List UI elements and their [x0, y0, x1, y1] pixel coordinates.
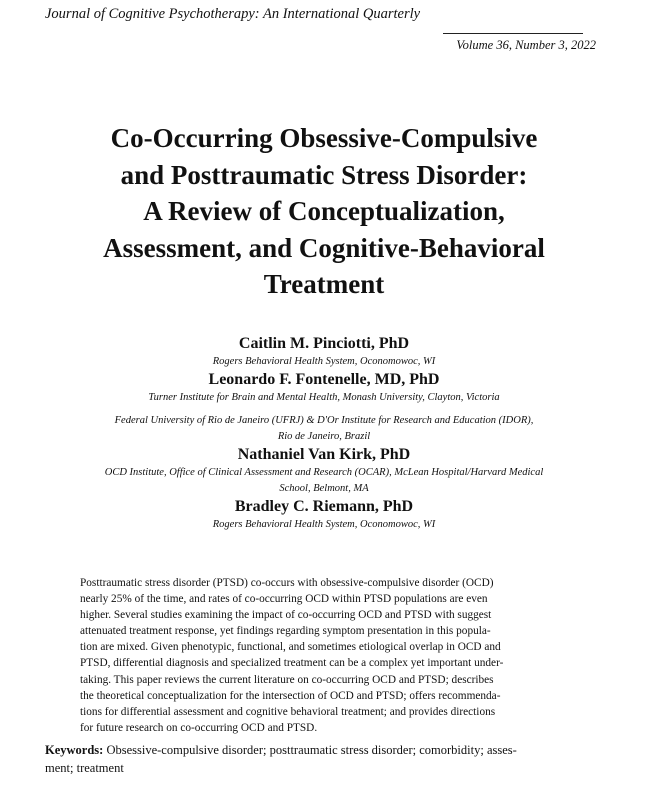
abstract-line: higher. Several studies examining the impact of co-occurring OCD and PTSD with suggest: [80, 609, 492, 622]
volume-issue: Volume 36, Number 3, 2022: [456, 38, 596, 52]
author-affiliation: Rio de Janeiro, Brazil: [277, 431, 371, 442]
abstract-line: nearly 25% of the time, and rates of co-occurring OCD within PTSD populations are even: [80, 593, 488, 606]
author-name: Leonardo F. Fontenelle, MD, PhD: [208, 371, 440, 388]
article-title: [30, 120, 618, 303]
abstract-line: taking. This paper reviews the current literature on co-occurring OCD and PTSD; describes: [80, 673, 494, 686]
author-affiliation: Rogers Behavioral Health System, Oconomowoc, WI: [212, 356, 436, 367]
author-affiliation: School, Belmont, MA: [279, 483, 369, 494]
title-line: Assessment, and Cognitive-Behavioral: [103, 232, 545, 263]
author-name: Nathaniel Van Kirk, PhD: [237, 446, 411, 463]
keywords-line: [45, 741, 605, 759]
title-line: A Review of Conceptualization,: [143, 196, 505, 226]
title-line: Co-Occurring Obsessive-Compulsive: [110, 123, 538, 153]
author-name: Caitlin M. Pinciotti, PhD: [238, 335, 410, 352]
title-line: and Posttraumatic Stress Disorder:: [120, 159, 528, 190]
author-affiliation: Turner Institute for Brain and Mental Health, Monash University, Clayton, Victoria: [148, 392, 500, 403]
author-list: [40, 334, 608, 533]
author-affiliation: Federal University of Rio de Janeiro (UFRJ) & D'Or Institute for Research and Education (IDOR),: [114, 415, 534, 426]
keywords-line: ment; treatment: [45, 761, 124, 775]
abstract-line: attenuated treatment response, yet findings regarding symptom presentation in this popula-: [80, 625, 491, 638]
author-name: Bradley C. Riemann, PhD: [234, 498, 414, 515]
abstract-line: the theoretical conceptualization for the intersection of OCD and PTSD; offers recommenda-: [80, 689, 501, 702]
keywords: [45, 741, 605, 777]
keywords-label: Keywords:: [45, 743, 104, 757]
abstract-line: for future research on co-occurring OCD and PTSD.: [80, 721, 318, 734]
abstract-line: Posttraumatic stress disorder (PTSD) co-occurs with obsessive-compulsive disorder (OCD): [80, 577, 494, 589]
author-affiliation: OCD Institute, Office of Clinical Assessment and Research (OCAR), McLean Hospital/Harvard Medical: [104, 467, 544, 478]
keywords-text: Obsessive-compulsive disorder; posttraumatic stress disorder; comorbidity; asses-: [103, 743, 517, 757]
author-affiliation: Rogers Behavioral Health System, Oconomowoc, WI: [212, 519, 436, 530]
abstract: [80, 575, 560, 736]
abstract-line: tions for differential assessment and cognitive behavioral treatment; and provides directions: [80, 705, 496, 718]
abstract-line: tion are mixed. Given phenotypic, functional, and sometimes etiological overlap in OCD and: [80, 641, 501, 654]
journal-name: Journal of Cognitive Psychotherapy: An International Quarterly: [45, 6, 421, 22]
title-line: Treatment: [263, 269, 385, 299]
header-rule: [443, 33, 583, 34]
abstract-line: PTSD, differential diagnosis and specialized treatment can be a complex yet important under-: [80, 657, 504, 670]
